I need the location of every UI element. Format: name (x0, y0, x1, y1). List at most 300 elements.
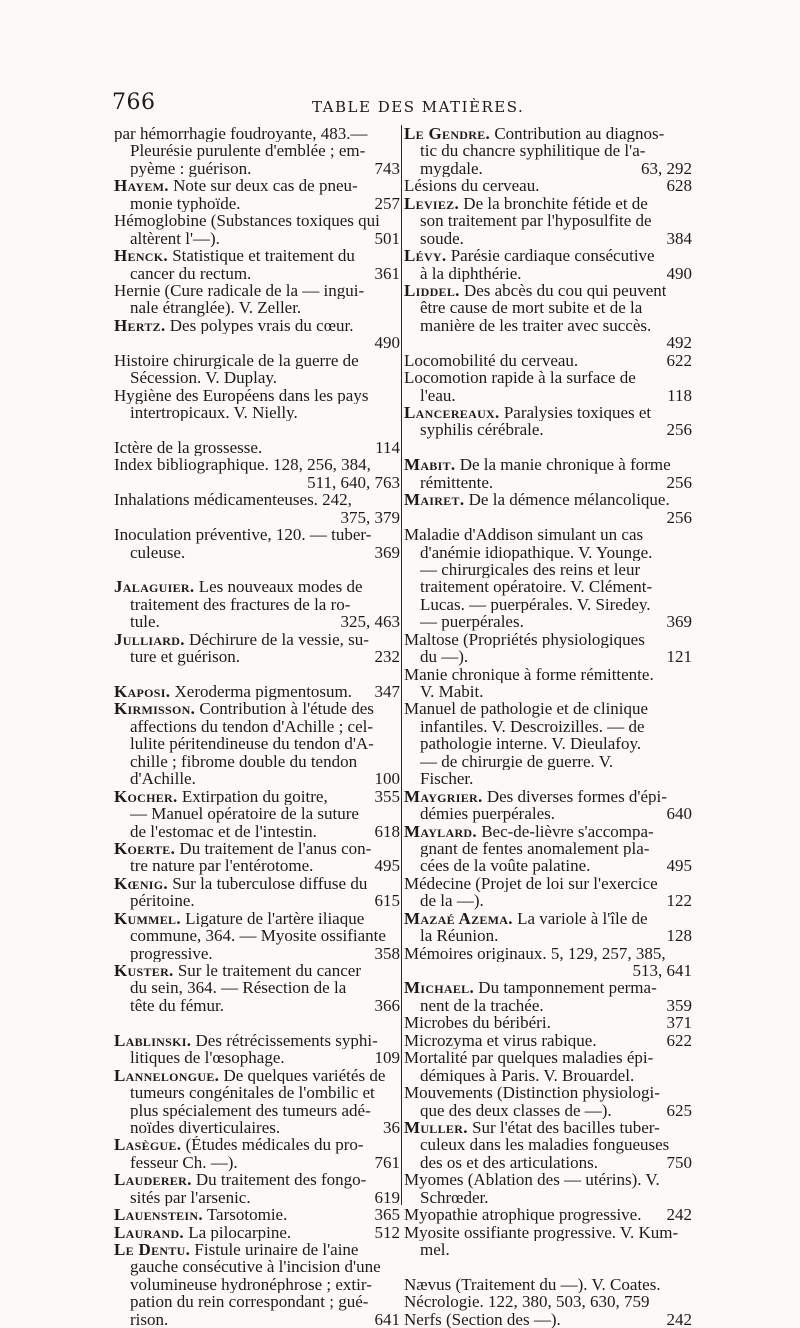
index-body-text: péritoine. (130, 892, 195, 910)
index-line (404, 892, 692, 909)
index-line (114, 142, 400, 159)
index-line (114, 578, 400, 595)
index-text (130, 945, 213, 962)
index-column-left (114, 125, 400, 1328)
index-line (404, 1311, 692, 1328)
index-text (404, 979, 657, 996)
index-line (404, 840, 692, 857)
index-body-text: chille ; fibrome double du tendon (130, 752, 358, 771)
author-name: Lancereaux. (404, 404, 500, 422)
index-text (130, 823, 317, 840)
page-reference: 495 (374, 857, 400, 875)
index-line (114, 1224, 400, 1241)
index-line (404, 282, 692, 299)
letter-section-gap (114, 561, 400, 578)
column-divider (401, 125, 402, 1205)
index-entry (404, 1224, 692, 1259)
index-text (420, 840, 649, 857)
index-body-text: Parésie cardiaque consécutive (446, 247, 655, 265)
index-entry (404, 1119, 692, 1171)
author-name: Lauenstein. (114, 1206, 203, 1224)
index-body-text: Sur le traitement du cancer (173, 962, 361, 980)
index-body-text: (Études médicales du pro- (181, 1136, 364, 1154)
index-text (420, 683, 483, 700)
page-reference: 495 (666, 857, 692, 875)
index-line (404, 979, 692, 996)
page-reference: 365 (374, 1206, 400, 1224)
index-line (114, 857, 400, 874)
index-line (114, 125, 400, 142)
index-line (114, 544, 400, 561)
index-line (114, 160, 400, 177)
index-body-text: lulite péritendineuse du tendon d'A- (130, 735, 374, 753)
index-line (114, 177, 400, 194)
index-text (420, 265, 522, 282)
index-line (404, 352, 692, 369)
index-body-text: intertropicaux. V. Nielly. (130, 404, 298, 422)
index-body-text: de la —). (420, 892, 484, 910)
index-text (114, 840, 371, 857)
index-body-text: Myomes (Ablation des — utérins). V. (404, 1171, 660, 1189)
index-text (404, 823, 654, 840)
author-name: Kœnig. (114, 874, 168, 893)
page-reference: 36 (383, 1118, 400, 1137)
index-body-text: pathologie interne. V. Dieulafoy. (420, 735, 642, 753)
index-body-text: par hémorrhagie foudroyante, 483.— (114, 125, 368, 143)
index-body-text: Médecine (Projet de loi sur l'exercice (404, 874, 658, 893)
index-entry (114, 962, 400, 1014)
index-body-text: Ligature de l'artère iliaque (180, 909, 365, 928)
index-line (404, 805, 692, 822)
index-line (404, 1154, 692, 1171)
index-text (420, 421, 544, 438)
running-title: TABLE DES MATIÈRES. (312, 98, 525, 116)
index-text (130, 1154, 238, 1171)
index-text (404, 631, 645, 648)
index-body-text: d'anémie idiopathique. V. Younge. (420, 543, 653, 561)
index-line (404, 230, 692, 247)
index-line (404, 1102, 692, 1119)
index-text (114, 456, 371, 473)
page-reference: 118 (667, 386, 692, 404)
index-line (114, 1154, 400, 1171)
index-entry (404, 195, 692, 247)
index-text (420, 857, 590, 874)
index-text (130, 596, 350, 613)
index-body-text: Contribution au diagnos- (490, 125, 665, 143)
index-entry (114, 578, 400, 630)
index-body-text: nale étranglée). V. Zeller. (130, 299, 302, 317)
index-entry (404, 404, 692, 439)
index-line (114, 1276, 400, 1293)
index-line (114, 613, 400, 630)
index-line (114, 700, 400, 717)
index-body-text: tumeurs congénitales de l'ombilic et (130, 1084, 375, 1102)
index-body-text: noïdes diverticulaires. (130, 1118, 281, 1137)
index-text (114, 700, 374, 717)
index-text (404, 1049, 653, 1066)
author-name: Koerte. (114, 839, 176, 858)
index-line (404, 1224, 692, 1241)
index-text (130, 544, 185, 561)
index-body-text: tule. (130, 613, 160, 631)
index-entry (404, 788, 692, 823)
author-name: Lablinski. (114, 1031, 192, 1050)
index-entry (404, 1311, 692, 1328)
index-entry (114, 788, 400, 840)
index-text (130, 1102, 371, 1119)
index-text (404, 369, 636, 386)
index-text (404, 491, 670, 508)
index-line (114, 491, 400, 508)
page-reference: 369 (374, 543, 400, 561)
index-text (420, 997, 544, 1014)
page-reference: 109 (374, 1049, 400, 1067)
index-entry (404, 1171, 692, 1206)
index-body-text: Du traitement de l'anus con- (175, 839, 372, 858)
index-body-text: Fischer. (420, 770, 474, 788)
author-name: Henck. (114, 247, 168, 265)
index-text (130, 230, 220, 247)
index-body-text: tre nature par l'entérotome. (130, 857, 314, 875)
index-text (130, 1293, 368, 1310)
index-body-text: Fistule urinaire de l'aine (190, 1241, 359, 1259)
index-text (114, 282, 364, 299)
index-text (420, 1189, 488, 1206)
letter-section-gap (404, 439, 692, 456)
index-line (404, 613, 692, 630)
index-body-text: Manuel de pathologie et de clinique (404, 700, 649, 718)
index-body-text: Des abcès du cou qui peuvent (459, 281, 667, 300)
index-line (404, 927, 692, 944)
index-text (404, 352, 578, 369)
index-entry (404, 1049, 692, 1084)
index-body-text: soude. (420, 229, 464, 248)
index-text (114, 526, 371, 543)
index-line (404, 369, 692, 386)
index-body-text: du —). (420, 648, 469, 666)
index-line (114, 823, 400, 840)
page-reference: 257 (374, 194, 400, 213)
index-body-text: Tarsotomie. (202, 1206, 288, 1224)
index-line (404, 561, 692, 578)
index-text (404, 1084, 660, 1101)
page-reference: 619 (374, 1188, 400, 1207)
index-entry (404, 526, 692, 631)
index-body-text: être cause de mort subite et de la (420, 299, 643, 317)
index-body-text: De la démence mélancolique. (464, 491, 670, 509)
index-entry (114, 910, 400, 962)
index-body-text: volumineuse hydronéphrose ; extir- (130, 1275, 372, 1294)
index-line (114, 1049, 400, 1066)
index-body-text: Extirpation du goitre, (177, 787, 328, 806)
page-reference: 361 (374, 264, 400, 282)
index-body-text: traitement des fractures de la ro- (130, 595, 351, 614)
index-line (404, 387, 692, 404)
page-reference: 242 (666, 1206, 692, 1224)
index-line (404, 125, 692, 142)
index-line (404, 1119, 692, 1136)
index-text (114, 683, 352, 700)
page-reference: 615 (374, 892, 400, 910)
index-text (404, 526, 643, 543)
index-text (404, 195, 648, 212)
index-body-text: mel. (420, 1241, 450, 1259)
index-entry (404, 979, 692, 1014)
author-name: Maygrier. (404, 787, 483, 806)
index-body-text: Locomobilité du cerveau. (404, 351, 579, 370)
index-entry (404, 666, 692, 701)
page-reference: 640 (666, 805, 692, 823)
index-text (114, 247, 355, 264)
index-line (114, 631, 400, 648)
index-body-text: Déchirure de la vessie, su- (184, 630, 369, 649)
index-body-text: l'eau. (420, 386, 456, 404)
index-body-text: De la manie chronique à forme (455, 456, 671, 474)
index-body-text: à la diphthérie. (420, 264, 522, 282)
index-line (404, 648, 692, 665)
index-entry (404, 875, 692, 910)
index-text (130, 648, 240, 665)
author-name: Lévy. (404, 247, 447, 265)
index-line (114, 526, 400, 543)
index-entry (404, 125, 692, 177)
page-reference: 369 (666, 613, 692, 631)
index-entry (404, 282, 692, 352)
index-line (404, 631, 692, 648)
page-reference: 490 (374, 334, 400, 352)
author-name: Kaposi. (114, 683, 171, 701)
index-line (404, 212, 692, 229)
index-body-text: Mémoires originaux. 5, 129, 257, 385, (404, 944, 666, 962)
index-line (404, 1293, 692, 1310)
index-body-text: Contribution à l'étude des (195, 700, 374, 718)
index-line (114, 1241, 400, 1258)
page-reference: 625 (666, 1101, 692, 1119)
index-line (114, 230, 400, 247)
author-name: Maylard. (404, 822, 477, 840)
index-text (130, 735, 374, 752)
index-text (420, 927, 498, 944)
index-line (404, 1049, 692, 1066)
index-body-text: tête du fémur. (130, 996, 224, 1015)
index-line (404, 997, 692, 1014)
index-body-text: monie typhoïde. (130, 194, 241, 213)
index-text (404, 1119, 660, 1136)
author-name: Muller. (404, 1118, 468, 1137)
index-entry (404, 1014, 692, 1031)
index-line (114, 439, 400, 456)
index-body-text: — de chirurgie de guerre. V. (420, 752, 614, 771)
index-text (404, 1032, 597, 1049)
index-text (404, 1311, 561, 1328)
index-entry (114, 1032, 400, 1067)
index-text (114, 387, 368, 404)
index-body-text: Locomotion rapide à la surface de (404, 369, 636, 387)
index-line (404, 1276, 692, 1293)
index-text (130, 265, 251, 282)
index-line (404, 857, 692, 874)
index-body-text: manière de les traiter avec succès. (420, 316, 652, 335)
index-entry (114, 1136, 400, 1171)
index-text (114, 1241, 358, 1258)
index-line (404, 875, 692, 892)
index-body-text: culeux dans les maladies fongueuses (420, 1136, 670, 1154)
index-entry (114, 700, 400, 787)
index-entry (114, 683, 400, 700)
index-entry (114, 212, 400, 247)
index-entry (114, 526, 400, 561)
index-text (420, 212, 652, 229)
index-text (420, 613, 524, 630)
author-name: Le Gendre. (404, 125, 491, 143)
index-entry (114, 282, 400, 317)
index-body-text: altèrent l'—). (130, 229, 220, 248)
index-entry (114, 840, 400, 875)
index-body-text: Des polypes vrais du cœur. (165, 316, 354, 335)
page-reference: 628 (666, 177, 692, 195)
author-name: Leviez. (404, 194, 460, 213)
index-text (114, 1171, 366, 1188)
index-line (404, 1067, 692, 1084)
index-line (404, 1189, 692, 1206)
index-body-text: Du traitement des fongo- (191, 1171, 367, 1189)
index-body-text: pyème : guérison. (130, 159, 252, 178)
index-body-text: — puerpérales. (420, 613, 524, 631)
index-body-text: Sur la tuberculose diffuse du (167, 874, 368, 893)
index-body-text: Pleurésie purulente d'emblée ; em- (130, 142, 366, 160)
index-body-text: fesseur Ch. —). (130, 1153, 238, 1172)
index-body-text: que des deux classes de —). (420, 1101, 612, 1119)
index-body-text: Nécrologie. 122, 380, 503, 630, 759 (404, 1293, 650, 1311)
author-name: Julliard. (114, 630, 185, 649)
index-text (130, 927, 386, 944)
page-reference: 622 (666, 351, 692, 370)
index-line (114, 927, 400, 944)
index-text (420, 648, 468, 665)
index-line (114, 1136, 400, 1153)
index-line (114, 1189, 400, 1206)
index-text (404, 788, 667, 805)
index-text (420, 753, 613, 770)
page-reference: 355 (374, 787, 400, 806)
index-body-text: La variole à l'île de (512, 909, 648, 928)
index-line (114, 282, 400, 299)
page-reference: 359 (666, 996, 692, 1015)
index-text (130, 857, 313, 874)
index-line (404, 142, 692, 159)
index-body-text: démies puerpérales. (420, 805, 555, 823)
index-text (130, 770, 196, 787)
index-line (114, 997, 400, 1014)
index-line (114, 735, 400, 752)
index-text (130, 718, 373, 735)
index-entry (114, 1171, 400, 1206)
index-line (404, 421, 692, 438)
page-reference: 641 (374, 1310, 400, 1328)
index-line (114, 387, 400, 404)
index-line (114, 753, 400, 770)
index-line (404, 770, 692, 787)
page-reference: 750 (666, 1153, 692, 1172)
index-text (404, 282, 666, 299)
index-text (114, 491, 352, 508)
author-name: Jalaguier. (114, 578, 195, 596)
index-body-text: Nævus (Traitement du —). V. Coates. (404, 1275, 661, 1294)
index-line (404, 1032, 692, 1049)
index-line (114, 596, 400, 613)
index-line (404, 509, 692, 526)
index-body-text: son traitement par l'hyposulfite de (420, 212, 652, 230)
author-name: Laurand. (114, 1223, 184, 1241)
index-body-text: Les nouveaux modes de (194, 578, 363, 596)
index-body-text: commune, 364. — Myosite ossifiante (130, 927, 386, 945)
index-body-text: Note sur deux cas de pneu- (168, 177, 358, 195)
index-line (114, 1258, 400, 1275)
index-line (404, 1014, 692, 1031)
page-reference: 501 (374, 229, 400, 248)
index-line (114, 979, 400, 996)
index-text (130, 1311, 168, 1328)
index-text (114, 875, 367, 892)
index-line (114, 1171, 400, 1188)
index-entry (404, 491, 692, 526)
index-line (404, 1136, 692, 1153)
index-text (420, 1136, 669, 1153)
index-text (420, 735, 641, 752)
index-text (130, 369, 277, 386)
index-line (404, 700, 692, 717)
index-line (114, 892, 400, 909)
index-line (404, 195, 692, 212)
author-name: Kocher. (114, 787, 178, 806)
index-body-text: progressive. (130, 944, 213, 962)
index-line (404, 299, 692, 316)
index-body-text: syphilis cérébrale. (420, 421, 544, 439)
index-text (404, 1171, 660, 1188)
index-entry (404, 700, 692, 787)
index-body-text: De quelques variétés de (219, 1066, 386, 1085)
index-text (420, 1241, 450, 1258)
author-name: Le Dentu. (114, 1241, 191, 1259)
index-text (404, 700, 648, 717)
author-name: Mairet. (404, 491, 465, 509)
index-text (404, 456, 671, 473)
index-body-text: culeuse. (130, 543, 186, 561)
page-reference: 384 (666, 229, 692, 248)
index-body-text: Mouvements (Distinction physiologi- (404, 1084, 660, 1102)
index-body-text: Inhalations médicamenteuses. 242, (114, 491, 352, 509)
index-entry (114, 352, 400, 387)
index-entry (404, 1276, 692, 1293)
index-line (404, 177, 692, 194)
page-reference: 128 (666, 927, 692, 945)
index-body-text: Myopathie atrophique progressive. (404, 1206, 642, 1224)
page-reference: 114 (375, 438, 400, 457)
page-reference: 761 (374, 1153, 400, 1172)
author-name: Kuster. (114, 962, 174, 980)
index-body-text: nent de la trachée. (420, 996, 544, 1015)
index-body-text: Schrœder. (420, 1188, 489, 1207)
page-reference: 256 (666, 473, 692, 492)
index-line (404, 753, 692, 770)
letter-section-gap (114, 666, 400, 683)
index-line (114, 212, 400, 229)
index-line (114, 875, 400, 892)
index-text (404, 177, 539, 194)
page-reference: 492 (666, 334, 692, 352)
index-entry (114, 125, 400, 177)
